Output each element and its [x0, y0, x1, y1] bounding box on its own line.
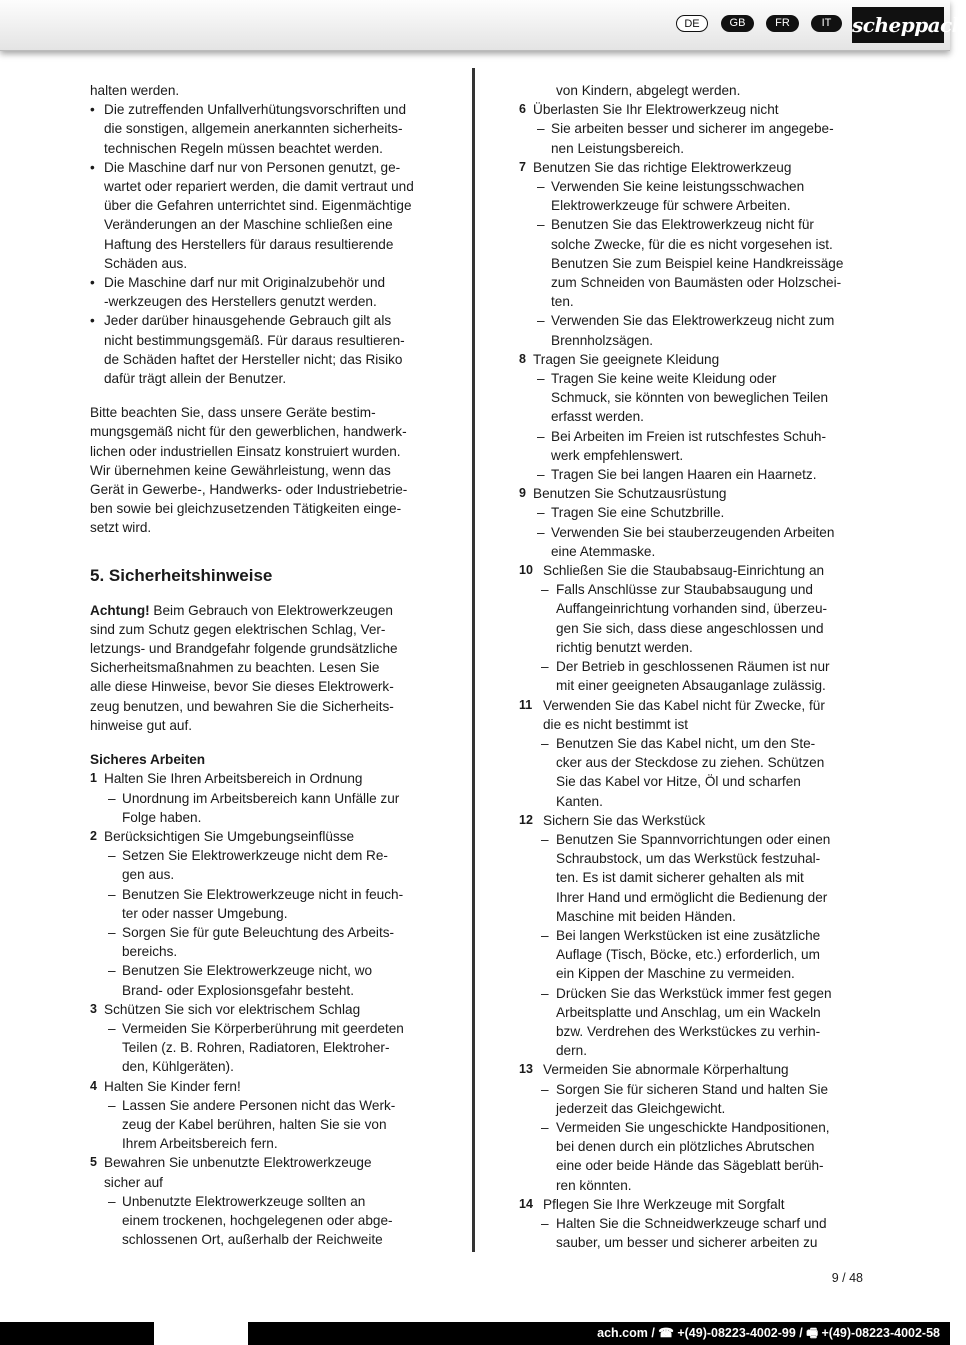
dash-item — [519, 984, 861, 1061]
text-line: ten. — [551, 294, 574, 310]
text-line: Unbenutzte Elektrowerkzeuge sollten an — [122, 1193, 366, 1209]
left-column — [90, 81, 430, 1249]
dash-item — [519, 427, 861, 465]
text-line: bzw. Verdrehen des Werkstückes zu verhin- — [556, 1023, 821, 1039]
text-line: ter oder nasser Umgebung. — [122, 905, 288, 921]
item-number: 7 — [519, 159, 526, 174]
text-line: Benutzen Sie Schutzausrüstung — [533, 486, 727, 502]
numbered-item — [519, 100, 861, 119]
text-line: ren könnten. — [556, 1177, 632, 1193]
text-line: Setzen Sie Elektrowerkzeuge nicht dem Re- — [122, 848, 388, 864]
text-line: dern. — [556, 1043, 587, 1059]
text-line: Pflegen Sie Ihre Werkzeuge mit Sorgfalt — [543, 1196, 785, 1212]
text-line: letzungs- und Brandgefahr folgende grundsätzliche — [90, 641, 398, 657]
dash-marker: – — [541, 582, 549, 598]
text-line: Wir übernehmen keine Gewährleistung, wenn das — [90, 462, 391, 478]
numbered-item — [519, 696, 861, 734]
text-line: Jeder darüber hinausgehende Gebrauch gilt als — [104, 313, 392, 329]
text-line: wartet oder repariert werden, die damit vertraut und — [104, 179, 414, 195]
dash-item — [519, 369, 861, 427]
text-line: bereichs. — [122, 944, 178, 960]
text-line: Die Maschine darf nur von Personen genutzt, ge- — [104, 159, 401, 175]
text-line: gen Sie sich, dass diese angeschlossen und — [556, 620, 824, 636]
text-line: Die Maschine darf nur mit Originalzubehör und — [104, 275, 386, 291]
dash-marker: – — [537, 371, 545, 387]
text-line: Sie arbeiten besser und sicherer im angegebe- — [551, 121, 834, 137]
dash-marker: – — [108, 848, 116, 864]
text-line: Benutzen Sie zum Beispiel keine Handkreissäge — [551, 255, 844, 271]
continued-text: von Kindern, abgelegt werden. — [556, 83, 741, 98]
dash-marker: – — [541, 1081, 549, 1097]
text-line: Arbeitsplatte und Anschlag, um ein Wackeln — [556, 1004, 821, 1020]
dash-marker: – — [541, 1119, 549, 1135]
text-line: Schließen Sie die Staubabsaug-Einrichtung an — [543, 563, 825, 579]
text-line: sind zum Schutz gegen elektrischen Schlag, Ver- — [90, 621, 386, 637]
text-line: Tragen Sie eine Schutzbrille. — [551, 505, 725, 521]
page-footer — [0, 1322, 950, 1345]
dash-item — [90, 1192, 430, 1250]
text-line: sauber, um besser und sicherer arbeiten zu — [556, 1235, 818, 1251]
text-line: Veränderungen an der Maschine schließen eine — [104, 217, 393, 233]
text-line: gen aus. — [122, 867, 175, 883]
dash-item — [519, 523, 861, 561]
text-line: über die Gefahren unterrichtet sind. Eigenmächtige — [104, 198, 412, 214]
text-line: de Schäden haftet der Hersteller nicht; das Risiko — [104, 351, 403, 367]
text-line: werk empfehlenswert. — [551, 447, 684, 463]
text-line: einem trockenen, hochgelegenen oder abge- — [122, 1212, 393, 1228]
dash-marker: – — [541, 927, 549, 943]
text-line: Kanten. — [556, 793, 603, 809]
safety-list-left — [90, 769, 430, 1249]
dash-item — [519, 1214, 861, 1252]
text-line: Drücken Sie das Werkstück immer fest gegen — [556, 985, 832, 1001]
dash-marker: – — [537, 121, 545, 137]
text-line: solche Zwecke, für die es nicht vorgesehen ist. — [551, 236, 833, 252]
text-line: hinweise gut auf. — [90, 717, 193, 733]
text-line: mungsgemäß nicht für den gewerblichen, handwerk- — [90, 424, 407, 440]
numbered-item — [519, 561, 861, 580]
text-line: Haftung des Herstellers für daraus resultierende — [104, 236, 394, 252]
right-column — [519, 81, 861, 1252]
text-line: Schraubstock, um das Werkstück festzuhal- — [556, 851, 821, 867]
dash-item — [519, 1118, 861, 1195]
dash-marker: – — [541, 735, 549, 751]
text-line: Teilen (z. B. Rohren, Radiatoren, Elektroher- — [122, 1040, 390, 1056]
text-line: Verwenden Sie das Kabel nicht für Zwecke, für — [543, 697, 825, 713]
text-line: ein Kippen der Maschine zu vermeiden. — [556, 966, 795, 982]
warning-text — [90, 603, 430, 735]
text-line: zeug der Kabel berühren, halten Sie sie von — [122, 1116, 387, 1132]
item-number: 2 — [90, 828, 97, 843]
text-line: jederzeit das Gleichgewicht. — [556, 1100, 726, 1116]
numbered-item — [519, 158, 861, 177]
dash-item — [519, 119, 861, 157]
continued-text: halten werden. — [90, 83, 180, 98]
text-line: Benutzen Sie das richtige Elektrowerkzeug — [533, 159, 792, 175]
text-line: bei denen durch ein plötzliches Abrutschen — [556, 1139, 815, 1155]
text-line: setzt wird. — [90, 520, 152, 536]
text-line: Verwenden Sie keine leistungsschwachen — [551, 179, 805, 195]
numbered-item — [90, 827, 430, 846]
bullet-marker: • — [90, 275, 95, 291]
text-line: Folge haben. — [122, 809, 202, 825]
item-number: 1 — [90, 771, 97, 786]
text-line: Gerät in Gewerbe-, Handwerks- oder Industriebetrie- — [90, 482, 408, 498]
text-line: Falls Anschlüsse zur Staubabsaugung und — [556, 582, 813, 598]
item-number: 9 — [519, 486, 526, 501]
text-line: die es nicht bestimmt ist — [543, 716, 689, 732]
text-line: Benutzen Sie das Kabel nicht, um den Ste- — [556, 735, 816, 751]
text-line: Sorgen Sie für sicheren Stand und halten Sie — [556, 1081, 829, 1097]
text-line: technischen Regeln müssen beachtet werden. — [104, 140, 383, 156]
text-line: Die zutreffenden Unfallverhütungsvorschriften und — [104, 102, 407, 118]
dash-item — [90, 885, 430, 923]
text-line: Ihrer Hand und ermöglicht die Bedienung der — [556, 889, 828, 905]
bullet-item — [90, 273, 430, 311]
text-line: Tragen Sie geeignete Kleidung — [533, 351, 720, 367]
numbered-item — [519, 1060, 861, 1079]
text-line: cker aus der Steckdose zu ziehen. Schützen — [556, 755, 825, 771]
numbered-item — [519, 350, 861, 369]
dash-item — [519, 657, 861, 695]
dash-item — [519, 830, 861, 926]
item-number: 12 — [519, 812, 533, 827]
text-line: richtig benutzt werden. — [556, 639, 693, 655]
text-line: nicht bestimmungsgemäß. Für daraus resultieren- — [104, 332, 405, 348]
text-line: nen Leistungsbereich. — [551, 140, 685, 156]
item-number: 13 — [519, 1062, 533, 1077]
text-line: ben sowie bei gleichzusetzenden Tätigkeiten einge- — [90, 501, 402, 517]
text-line: Benutzen Sie Spannvorrichtungen oder einen — [556, 831, 831, 847]
dash-marker: – — [537, 505, 545, 521]
text-line: Verwenden Sie das Elektrowerkzeug nicht zum — [551, 313, 835, 329]
numbered-item — [90, 1000, 430, 1019]
text-line: Vermeiden Sie abnormale Körperhaltung — [543, 1062, 789, 1078]
text-line: Schäden aus. — [104, 255, 188, 271]
bullet-item — [90, 311, 430, 388]
dash-item — [519, 926, 861, 984]
text-line: schlossenen Ort, außerhalb der Reichweite — [122, 1232, 383, 1248]
text-line: Beim Gebrauch von Elektrowerkzeugen — [149, 602, 393, 618]
dash-marker: – — [108, 924, 116, 940]
text-line: Halten Sie die Schneidwerkzeuge scharf und — [556, 1215, 827, 1231]
brand-logo: scheppach — [852, 7, 944, 43]
text-line: eine Atemmaske. — [551, 543, 656, 559]
page-header — [0, 0, 966, 51]
item-number: 10 — [519, 563, 533, 578]
text-line: Bitte beachten Sie, dass unsere Geräte bestim- — [90, 405, 376, 421]
text-line: Überlasten Sie Ihr Elektrowerkzeug nicht — [533, 102, 779, 118]
dash-item — [90, 1019, 430, 1077]
dash-item — [90, 846, 430, 884]
numbered-item — [90, 1077, 430, 1096]
text-line: Ihrem Arbeitsbereich fern. — [122, 1136, 278, 1152]
text-line: Berücksichtigen Sie Umgebungseinflüsse — [104, 828, 355, 844]
text-line: Bei langen Werkstücken ist eine zusätzliche — [556, 927, 821, 943]
text-line: Benutzen Sie das Elektrowerkzeug nicht für — [551, 217, 814, 233]
text-line: Brennholzsägen. — [551, 332, 654, 348]
text-line: sicher auf — [104, 1174, 163, 1190]
text-line: Elektrowerkzeuge für schwere Arbeiten. — [551, 198, 791, 214]
numbered-item — [90, 769, 430, 788]
bullet-marker: • — [90, 313, 95, 329]
dash-item — [90, 961, 430, 999]
item-number: 6 — [519, 102, 526, 117]
usage-bullet-list — [90, 100, 430, 388]
dash-marker: – — [537, 467, 545, 483]
text-line: Auffangeinrichtung vorhanden sind, überzeu- — [556, 601, 828, 617]
text-line: Sicherheitsmaßnahmen zu beachten. Lesen Sie — [90, 660, 380, 676]
numbered-item — [519, 1195, 861, 1214]
item-number: 3 — [90, 1001, 97, 1016]
dash-item — [519, 503, 861, 522]
warning-label: Achtung! — [90, 602, 150, 618]
text-line: Auflage (Tisch, Böcke, etc.) erforderlich, um — [556, 947, 820, 963]
text-line: Sorgen Sie für gute Beleuchtung des Arbeits- — [122, 924, 395, 940]
text-line: Bei Arbeiten im Freien ist rutschfestes Schuh- — [551, 428, 827, 444]
bullet-item — [90, 158, 430, 273]
dash-marker: – — [541, 1215, 549, 1231]
dash-item — [519, 215, 861, 311]
dash-item — [90, 923, 430, 961]
text-line: zeug benutzen, und bewahren Sie die Sicherheits- — [90, 698, 394, 714]
text-line: Halten Sie Kinder fern! — [104, 1078, 241, 1094]
item-number: 11 — [519, 697, 533, 712]
text-line: Halten Sie Ihren Arbeitsbereich in Ordnung — [104, 771, 363, 787]
text-line: Verwenden Sie bei stauberzeugenden Arbeiten — [551, 524, 835, 540]
text-line: zum Schneiden von Baumästen oder Holzschei- — [551, 275, 842, 291]
bullet-item — [90, 100, 430, 158]
dash-marker: – — [541, 831, 549, 847]
bullet-marker: • — [90, 102, 95, 118]
text-line: Bewahren Sie unbenutzte Elektrowerkzeuge — [104, 1155, 372, 1171]
text-line: Sichern Sie das Werkstück — [543, 812, 706, 828]
text-line: eine oder beide Hände das Sägeblatt berüh- — [556, 1158, 824, 1174]
text-line: die sonstigen, allgemein anerkannten sicherheits- — [104, 121, 403, 137]
text-line: Schützen Sie sich vor elektrischem Schlag — [104, 1001, 361, 1017]
text-line: den, Kühlgeräten). — [122, 1059, 234, 1075]
text-line: ten. Es ist damit sicherer gehalten als mit — [556, 870, 804, 886]
dash-marker: – — [537, 524, 545, 540]
item-number: 8 — [519, 351, 526, 366]
text-line: Vermeiden Sie ungeschickte Handpositionen, — [556, 1119, 830, 1135]
numbered-item — [90, 1153, 430, 1191]
dash-item — [519, 177, 861, 215]
dash-marker: – — [541, 659, 549, 675]
dash-marker: – — [537, 428, 545, 444]
warning-paragraph — [90, 601, 430, 735]
lang-de-tab[interactable]: DE — [676, 15, 708, 32]
column-divider — [472, 68, 475, 1252]
text-line: Tragen Sie bei langen Haaren ein Haarnetz. — [551, 467, 817, 483]
subheading: Sicheres Arbeiten — [90, 752, 206, 768]
text-line: -werkzeugen des Herstellers genutzt werden. — [104, 294, 377, 310]
dash-item — [90, 789, 430, 827]
text-line: Vermeiden Sie Körperberührung mit geerdeten — [122, 1020, 404, 1036]
dash-item — [519, 311, 861, 349]
text-line: Maschine mit beiden Händen. — [556, 908, 736, 924]
dash-marker: – — [108, 963, 116, 979]
notice-paragraph — [90, 403, 430, 537]
dash-item — [519, 1080, 861, 1118]
lang-it-tab[interactable]: IT — [811, 15, 842, 32]
section-title: 5. Sicherheitshinweise — [90, 565, 273, 585]
item-number: 5 — [90, 1155, 97, 1170]
dash-marker: – — [537, 217, 545, 233]
numbered-item — [519, 484, 861, 503]
dash-marker: – — [108, 1193, 116, 1209]
item-number: 14 — [519, 1196, 533, 1211]
text-line: Tragen Sie keine weite Kleidung oder — [551, 371, 777, 387]
numbered-item — [519, 811, 861, 830]
text-line: alle diese Hinweise, bevor Sie dieses Elektrowerk- — [90, 679, 394, 695]
text-line: dafür trägt allein der Benutzer. — [104, 371, 287, 387]
lang-fr-tab[interactable]: FR — [766, 15, 799, 32]
text-line: mit einer geeigneten Absauganlage zulässig. — [556, 678, 826, 694]
text-line: Lassen Sie andere Personen nicht das Werk- — [122, 1097, 396, 1113]
dash-marker: – — [537, 313, 545, 329]
dash-marker: – — [541, 985, 549, 1001]
dash-item — [90, 1096, 430, 1154]
dash-marker: – — [108, 1020, 116, 1036]
text-line: Der Betrieb in geschlossenen Räumen ist nur — [556, 659, 830, 675]
text-line: Schmuck, sie könnten von beweglichen Teilen — [551, 390, 829, 406]
contact-info: ach.com / ☎ +(49)-08223-4002-99 / 🖷 +(49)-08223-4002-58 — [597, 1326, 940, 1340]
text-line: Unordnung im Arbeitsbereich kann Unfälle zur — [122, 790, 400, 806]
text-line: erfasst werden. — [551, 409, 644, 425]
dash-marker: – — [537, 179, 545, 195]
dash-item — [519, 734, 861, 811]
text-line: lichen oder industriellen Einsatz konstruiert wurden. — [90, 443, 401, 459]
dash-item — [519, 580, 861, 657]
dash-marker: – — [108, 1097, 116, 1113]
item-number: 4 — [90, 1078, 97, 1093]
bullet-marker: • — [90, 159, 95, 175]
dash-marker: – — [108, 886, 116, 902]
dash-marker: – — [108, 790, 116, 806]
text-line: Sie das Kabel vor Hitze, Öl und scharfen — [556, 774, 801, 790]
text-line: Benutzen Sie Elektrowerkzeuge nicht in feuch- — [122, 886, 404, 902]
page-number: 9 / 48 — [831, 1271, 863, 1285]
lang-gb-tab[interactable]: GB — [721, 15, 754, 32]
safety-list-right — [519, 100, 861, 1252]
dash-item — [519, 465, 861, 484]
text-line: Brand- oder Explosionsgefahr besteht. — [122, 982, 354, 998]
text-line: Benutzen Sie Elektrowerkzeuge nicht, wo — [122, 963, 373, 979]
